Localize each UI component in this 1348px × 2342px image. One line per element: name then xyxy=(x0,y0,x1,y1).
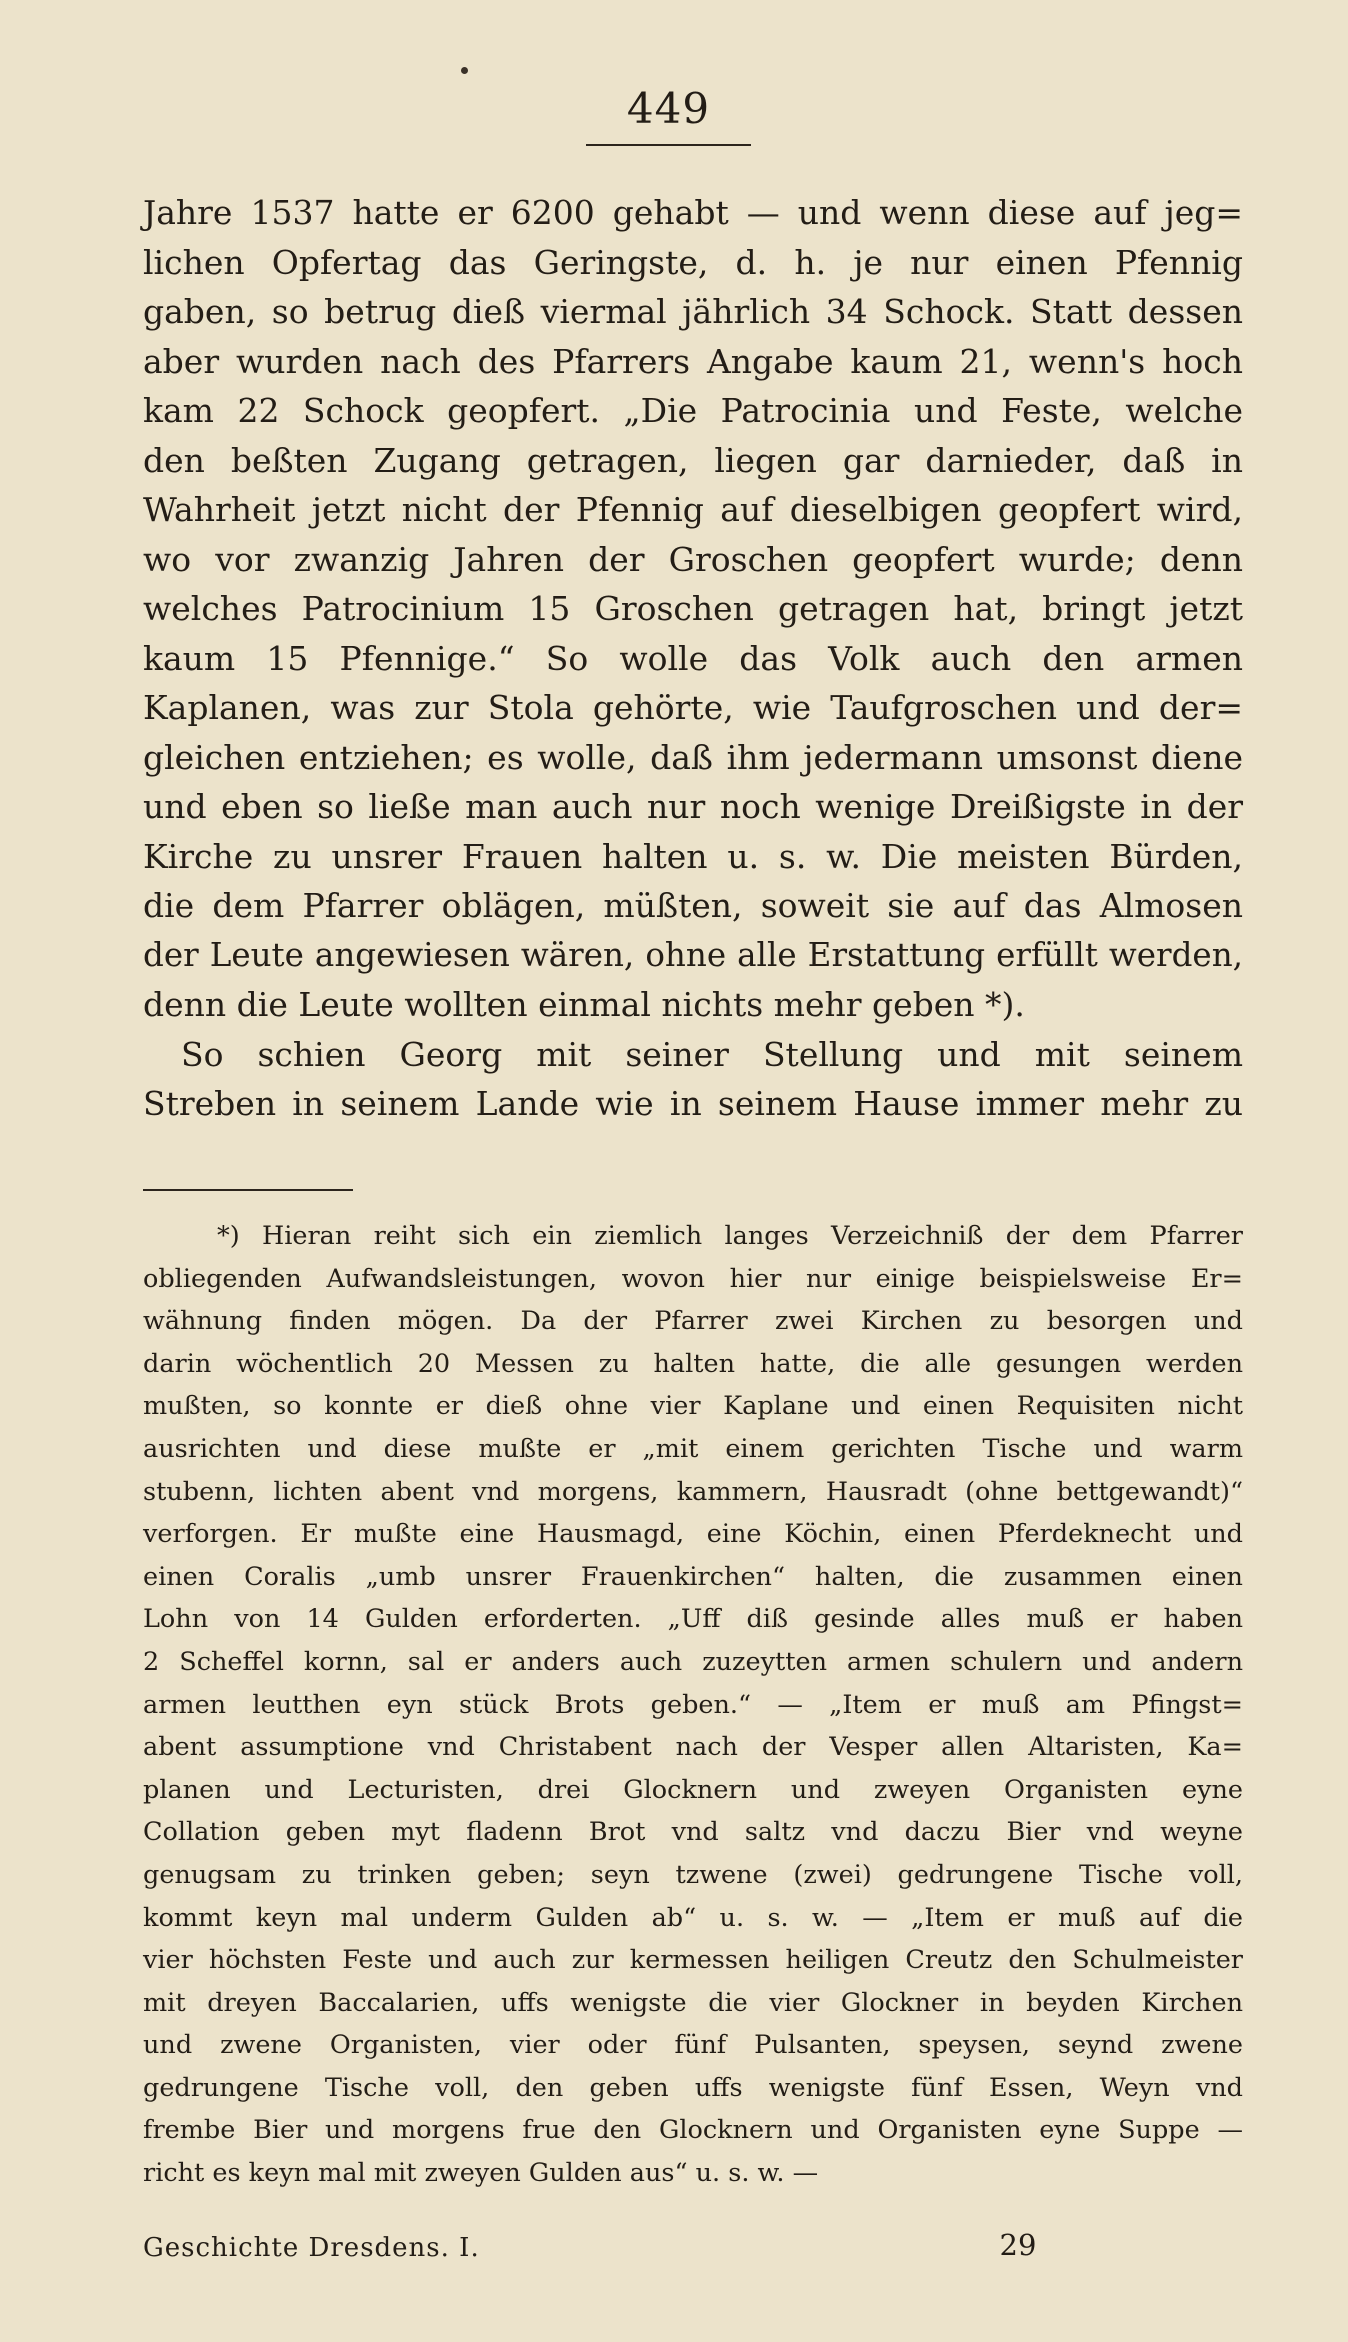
body-line: gaben, so betrug dieß viermal jährlich 34 Schock. Statt dessen xyxy=(143,292,1243,331)
footnote-line: darin wöchentlich 20 Messen zu halten hatte, die alle gesungen werden xyxy=(143,1348,1243,1379)
body-line: aber wurden nach des Pfarrers Angabe kaum 21, wenn's hoch xyxy=(143,341,1243,381)
body-line: Wahrheit jetzt nicht der Pfennig auf dieselbigen geopfert wird, xyxy=(143,490,1243,529)
footnote-line: mußten, so konnte er dieß ohne vier Kaplane und einen Requisiten nicht xyxy=(143,1391,1243,1422)
header-rule xyxy=(586,144,751,146)
body-line: Streben in seinem Lande wie in seinem Hause immer mehr zu xyxy=(143,1084,1243,1123)
body-line: und eben so ließe man auch nur noch wenige Dreißigste in der xyxy=(143,787,1243,826)
body-line: Kirche zu unsrer Frauen halten u. s. w. Die meisten Bürden, xyxy=(143,836,1243,876)
body-line: der Leute angewiesen wären, ohne alle Erstattung erfüllt werden, xyxy=(143,935,1243,974)
printer-mark xyxy=(461,67,468,74)
body-line: welches Patrocinium 15 Groschen getragen hat, bringt jetzt xyxy=(143,589,1243,628)
footnote-line: wähnung finden mögen. Da der Pfarrer zwei Kirchen zu besorgen und xyxy=(143,1306,1243,1337)
footnote-line: Collation geben myt fladenn Brot vnd saltz vnd daczu Bier vnd weyne xyxy=(143,1817,1243,1848)
footnote-line: obliegenden Aufwandsleistungen, wovon hier nur einige beispielsweise Er= xyxy=(143,1263,1243,1294)
footnote-line: gedrungene Tische voll, den geben uffs wenigste fünf Essen, Weyn vnd xyxy=(143,2072,1243,2103)
footnote-line: Lohn von 14 Gulden erforderten. „Uff diß gesinde alles muß er haben xyxy=(143,1604,1243,1635)
body-line: kaum 15 Pfennige.“ So wolle das Volk auch den armen xyxy=(143,638,1243,678)
footnote-line: kommt keyn mal underm Gulden ab“ u. s. w. — „Item er muß auf die xyxy=(143,1902,1243,1933)
footnote-line: einen Coralis „umb unsrer Frauenkirchen“ halten, die zusammen einen xyxy=(143,1561,1243,1592)
footnote-line: vier höchsten Feste und auch zur kermessen heiligen Creutz den Schulmeister xyxy=(143,1945,1243,1976)
footnote-line: ausrichten und diese mußte er „mit einem gerichten Tische und warm xyxy=(143,1433,1243,1464)
footnote-rule xyxy=(143,1189,353,1191)
footnote-line: und zwene Organisten, vier oder fünf Pulsanten, speysen, seynd zwene xyxy=(143,2030,1243,2061)
sheet-number: 29 xyxy=(999,2228,1037,2262)
body-text xyxy=(143,188,1243,1129)
footnote-line: mit dreyen Baccalarien, uffs wenigste die vier Glockner in beyden Kirchen xyxy=(143,1987,1243,2018)
body-line: wo vor zwanzig Jahren der Groschen geopfert wurde; denn xyxy=(143,539,1243,579)
body-line: gleichen entziehen; es wolle, daß ihm jedermann umsonst diene xyxy=(143,737,1243,777)
body-line: Jahre 1537 hatte er 6200 gehabt — und wenn diese auf jeg= xyxy=(143,193,1243,232)
body-line: den beßten Zugang getragen, liegen gar darnieder, daß in xyxy=(143,440,1243,480)
body-line: Kaplanen, was zur Stola gehörte, wie Taufgroschen und der= xyxy=(143,688,1243,727)
printer-signature: Geschichte Dresdens. I. xyxy=(143,2233,480,2263)
page-number: 449 xyxy=(626,84,711,133)
body-line: die dem Pfarrer oblägen, müßten, soweit sie auf das Almosen xyxy=(143,886,1243,925)
footnote-line: armen leutthen eyn stück Brots geben.“ — „Item er muß am Pfingst= xyxy=(143,1689,1243,1720)
footnote-line: abent assumptione vnd Christabent nach der Vesper allen Altaristen, Ka= xyxy=(143,1732,1243,1763)
footnote-line: 2 Scheffel kornn, sal er anders auch zuzeytten armen schulern und andern xyxy=(143,1646,1243,1677)
footnote-line: stubenn, lichten abent vnd morgens, kammern, Hausradt (ohne bettgewandt)“ xyxy=(143,1476,1243,1507)
footnote-line: verforgen. Er mußte eine Hausmagd, eine Köchin, einen Pferdeknecht und xyxy=(143,1519,1243,1550)
footnote xyxy=(143,1215,1243,2195)
body-line: lichen Opfertag das Geringste, d. h. je nur einen Pfennig xyxy=(143,242,1243,282)
footnote-line: richt es keyn mal mit zweyen Gulden aus“ u. s. w. — xyxy=(143,2158,819,2189)
footnote-line: genugsam zu trinken geben; seyn tzwene (zwei) gedrungene Tische voll, xyxy=(143,1859,1243,1890)
body-line: kam 22 Schock geopfert. „Die Patrocinia und Feste, welche xyxy=(143,391,1243,430)
footnote-line: *) Hieran reiht sich ein ziemlich langes Verzeichniß der dem Pfarrer xyxy=(217,1221,1243,1251)
body-line: So schien Georg mit seiner Stellung und mit seinem xyxy=(181,1034,1243,1074)
footnote-line: frembe Bier und morgens frue den Glocknern und Organisten eyne Suppe — xyxy=(143,2115,1243,2146)
footnote-line: planen und Lecturisten, drei Glocknern und zweyen Organisten eyne xyxy=(143,1774,1243,1805)
body-line: denn die Leute wollten einmal nichts mehr geben *). xyxy=(143,985,1025,1024)
